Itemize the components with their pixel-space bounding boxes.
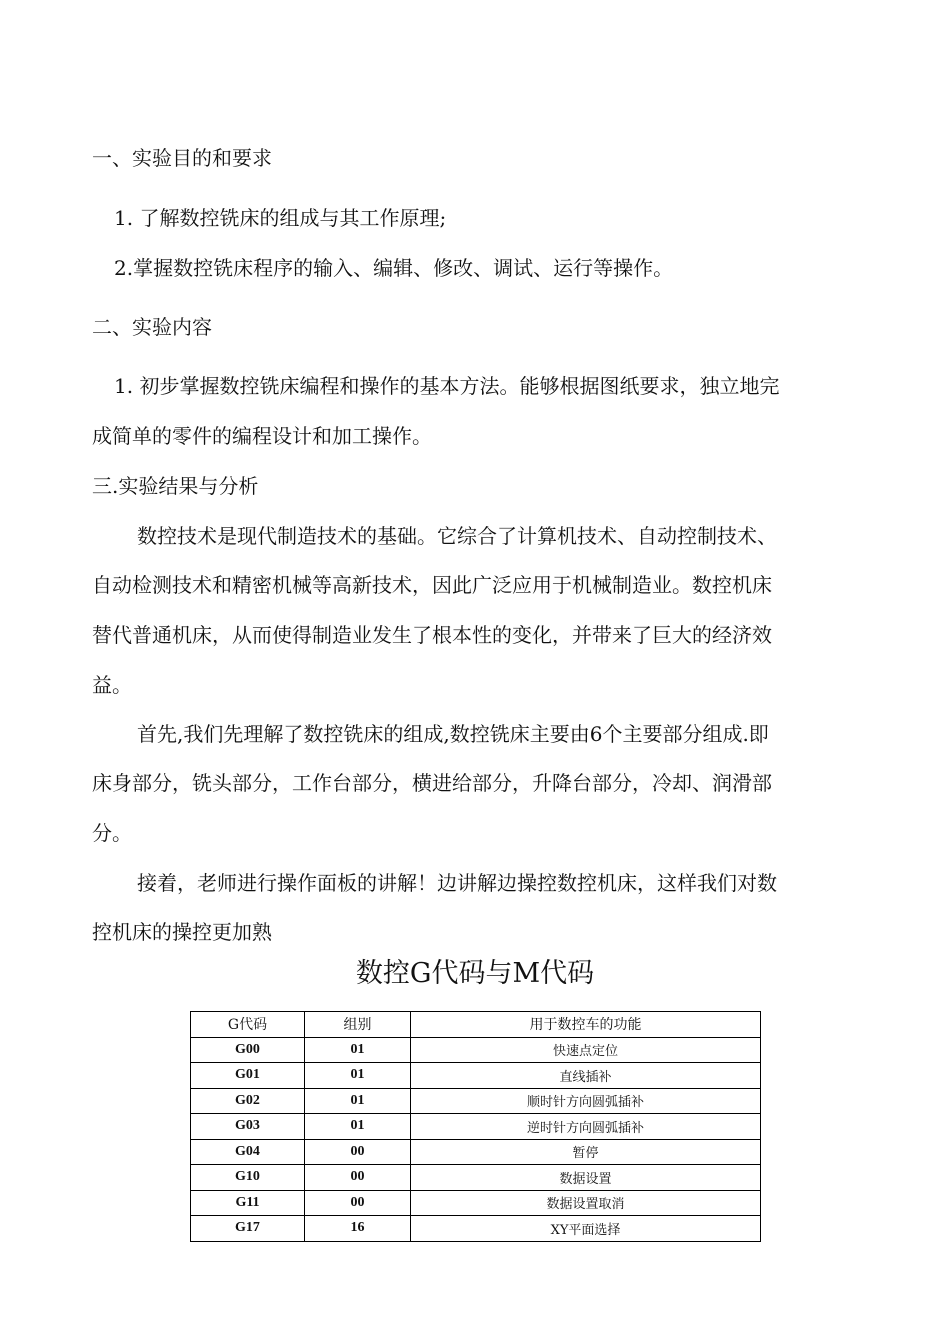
- header-g-code: G代码: [191, 1012, 305, 1038]
- table-row: [191, 1139, 761, 1165]
- group-cell: 01: [305, 1114, 411, 1140]
- g-code-cell: G03: [191, 1114, 305, 1140]
- table-row: [191, 1037, 761, 1063]
- function-cell: 逆时针方向圆弧插补: [411, 1114, 761, 1140]
- g-code-cell: G04: [191, 1139, 305, 1165]
- section-2-item-1-line-2: 成简单的零件的编程设计和加工操作。: [92, 424, 432, 448]
- group-cell: 00: [305, 1139, 411, 1165]
- paragraph-1-line-2: 自动检测技术和精密机械等高新技术，因此广泛应用于机械制造业。数控机床: [92, 573, 772, 597]
- group-cell: 16: [305, 1216, 411, 1242]
- paragraph-1-line-4: 益。: [92, 673, 132, 697]
- function-cell: 直线插补: [411, 1063, 761, 1089]
- section-2-item-1-line-1: 1. 初步掌握数控铣床编程和操作的基本方法。能够根据图纸要求，独立地完: [114, 374, 780, 398]
- section-1-heading: 一、实验目的和要求: [92, 146, 272, 170]
- paragraph-1-line-1: 数控技术是现代制造技术的基础。它综合了计算机技术、自动控制技术、: [137, 524, 777, 548]
- group-cell: 01: [305, 1088, 411, 1114]
- table-row: [191, 1216, 761, 1242]
- header-group: 组别: [305, 1012, 411, 1038]
- table-row: [191, 1114, 761, 1140]
- section-1-item-2: 2.掌握数控铣床程序的输入、编辑、修改、调试、运行等操作。: [114, 256, 674, 280]
- paragraph-1-line-3: 替代普通机床，从而使得制造业发生了根本性的变化，并带来了巨大的经济效: [92, 623, 772, 647]
- function-cell: 顺时针方向圆弧插补: [411, 1088, 761, 1114]
- group-cell: 01: [305, 1063, 411, 1089]
- function-cell: 数据设置取消: [411, 1190, 761, 1216]
- g-code-cell: G11: [191, 1190, 305, 1216]
- table-title: 数控G代码与M代码: [355, 958, 595, 989]
- table-row: [191, 1088, 761, 1114]
- section-2-heading: 二、实验内容: [92, 315, 212, 339]
- g-code-cell: G10: [191, 1165, 305, 1191]
- group-cell: 01: [305, 1037, 411, 1063]
- header-function: 用于数控车的功能: [411, 1012, 761, 1038]
- table-row: [191, 1063, 761, 1089]
- section-1-item-1: 1. 了解数控铣床的组成与其工作原理;: [114, 206, 447, 230]
- paragraph-2-line-2: 床身部分，铣头部分，工作台部分，横进给部分，升降台部分，冷却、润滑部: [92, 771, 772, 795]
- g-code-cell: G02: [191, 1088, 305, 1114]
- function-cell: 暂停: [411, 1139, 761, 1165]
- g-code-cell: G01: [191, 1063, 305, 1089]
- group-cell: 00: [305, 1165, 411, 1191]
- paragraph-3-line-1: 接着，老师进行操作面板的讲解！边讲解边操控数控机床，这样我们对数: [137, 871, 777, 895]
- function-cell: XY平面选择: [411, 1216, 761, 1242]
- group-cell: 00: [305, 1190, 411, 1216]
- function-cell: 快速点定位: [411, 1037, 761, 1063]
- g-code-cell: G00: [191, 1037, 305, 1063]
- g-code-table: [190, 1011, 761, 1242]
- paragraph-2-line-1: 首先,我们先理解了数控铣床的组成,数控铣床主要由6个主要部分组成.即: [137, 722, 769, 746]
- paragraph-3-line-2: 控机床的操控更加熟: [92, 920, 272, 944]
- g-code-cell: G17: [191, 1216, 305, 1242]
- paragraph-2-line-3: 分。: [92, 821, 132, 845]
- function-cell: 数据设置: [411, 1165, 761, 1191]
- table-row: [191, 1190, 761, 1216]
- section-3-heading: 三.实验结果与分析: [92, 474, 259, 498]
- table-row: [191, 1165, 761, 1191]
- table-header-row: [191, 1012, 761, 1038]
